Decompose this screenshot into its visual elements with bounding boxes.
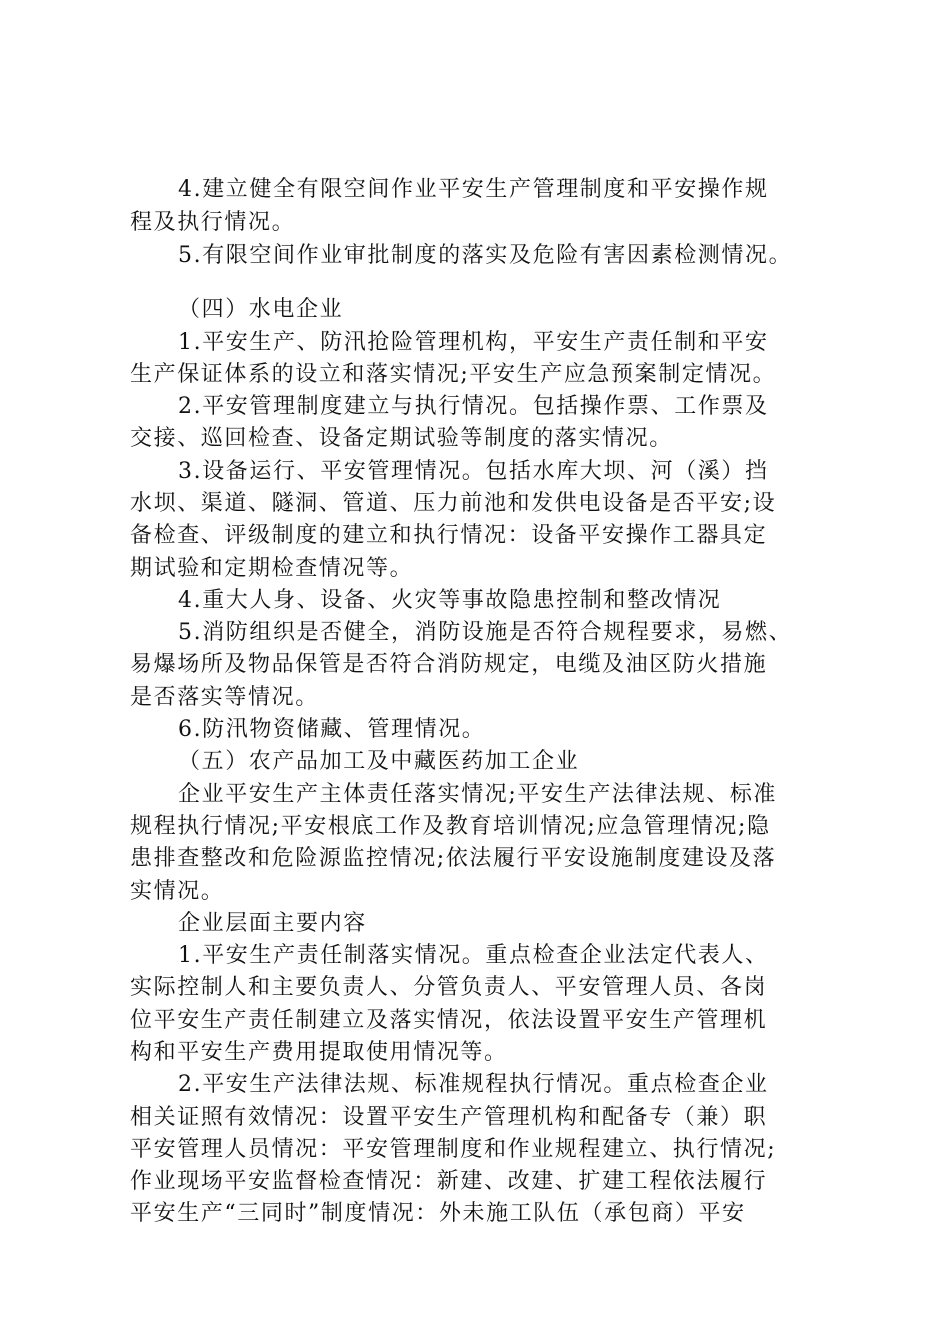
text-line: 1.平安生产、防汛抢险管理机构，平安生产责任制和平安: [178, 330, 769, 355]
text-line: 平安生产“三同时”制度情况：外未施工队伍（承包商）平安: [130, 1201, 746, 1226]
text-line: 6.防汛物资储藏、管理情况。: [178, 717, 486, 742]
text-line: 2.平安管理制度建立与执行情况。包括操作票、工作票及: [178, 394, 769, 419]
text-line: 平安管理人员情况：平安管理制度和作业规程建立、执行情况;: [130, 1137, 777, 1162]
text-line: 4.建立健全有限空间作业平安生产管理制度和平安操作规: [178, 177, 769, 202]
text-line: 1.平安生产责任制落实情况。重点检查企业法定代表人、: [178, 943, 769, 968]
text-line: 5.有限空间作业审批制度的落实及危险有害因素检测情况。: [178, 243, 793, 268]
text-line: 规程执行情况;平安根底工作及教育培训情况;应急管理情况;隐: [130, 814, 771, 839]
subheading: 企业层面主要内容: [178, 911, 367, 936]
section-heading: （四）水电企业: [178, 297, 344, 322]
text-line: 易爆场所及物品保管是否符合消防规定，电缆及油区防火措施: [130, 652, 768, 677]
section-heading: （五）农产品加工及中藏医药加工企业: [178, 749, 580, 774]
text-line: 实际控制人和主要负责人、分管负责人、平安管理人员、各岗: [130, 975, 768, 1000]
text-line: 相关证照有效情况：设置平安生产管理机构和配备专（兼）职: [130, 1105, 768, 1130]
text-line: 作业现场平安监督检查情况：新建、改建、扩建工程依法履行: [130, 1169, 768, 1194]
text-line: 企业平安生产主体责任落实情况;平安生产法律法规、标准: [178, 782, 778, 807]
text-line: 备检查、评级制度的建立和执行情况：设备平安操作工器具定: [130, 523, 768, 548]
text-line: 构和平安生产费用提取使用情况等。: [130, 1040, 508, 1065]
text-line: 程及执行情况。: [130, 210, 296, 235]
text-line: 2.平安生产法律法规、标准规程执行情况。重点检查企业: [178, 1072, 769, 1097]
text-line: 交接、巡回检查、设备定期试验等制度的落实情况。: [130, 426, 673, 451]
text-line: 生产保证体系的设立和落实情况;平安生产应急预案制定情况。: [130, 362, 777, 387]
text-line: 期试验和定期检查情况等。: [130, 556, 414, 581]
text-line: 5.消防组织是否健全，消防设施是否符合规程要求，易燃、: [178, 620, 793, 645]
text-line: 位平安生产责任制建立及落实情况，依法设置平安生产管理机: [130, 1008, 768, 1033]
text-line: 实情况。: [130, 879, 225, 904]
text-line: 是否落实等情况。: [130, 685, 319, 710]
text-line: 水坝、渠道、隧洞、管道、压力前池和发供电设备是否平安;设: [130, 491, 777, 516]
text-line: 患排查整改和危险源监控情况;依法履行平安设施制度建设及落: [130, 846, 777, 871]
text-line: 4.重大人身、设备、火灾等事故隐患控制和整改情况: [178, 588, 722, 613]
text-line: 3.设备运行、平安管理情况。包括水库大坝、河（溪）挡: [178, 459, 769, 484]
